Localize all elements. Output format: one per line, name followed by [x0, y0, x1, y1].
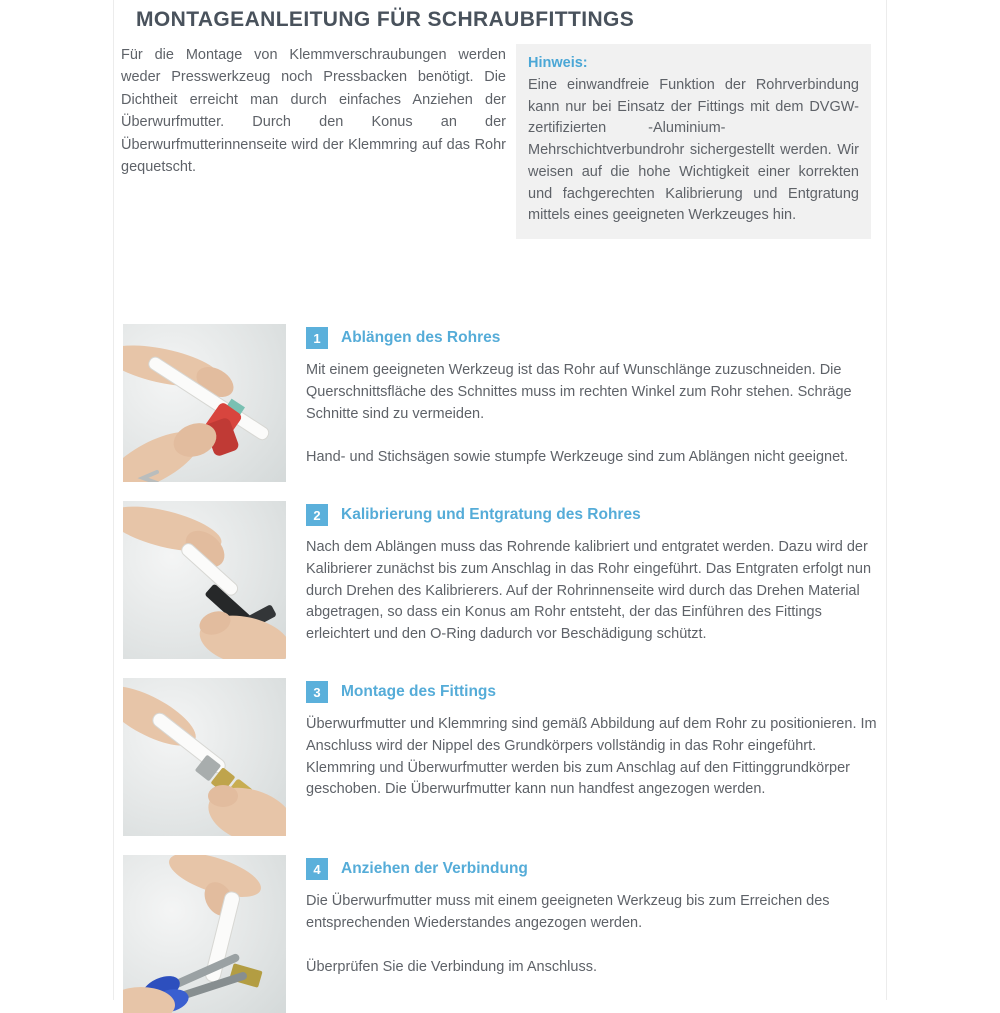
tightening-connection-illustration: [123, 855, 286, 1013]
note-text-part2: -Aluminium-Mehrschichtverbundrohr sichergestellt werden. Wir weisen auf die hohe Wichtigkeit einer korrekten und fachgerechten Kalibrierung und Entgratung mittels eines geeigneten Werkzeuges hin.: [528, 120, 859, 224]
note-text-part1: Eine einwandfreie Funktion der Rohrverbindung kann nur bei Einsatz der Fittings mit dem DVGW-zertifizierten: [528, 76, 859, 137]
step-title: Kalibrierung und Entgratung des Rohres: [341, 506, 641, 523]
step-text-4: [306, 891, 886, 978]
step-body-2: [306, 501, 886, 659]
step-header-3: [306, 681, 886, 703]
intro-section: [114, 44, 886, 239]
step-paragraph: Überwurfmutter und Klemmring sind gemäß Abbildung auf dem Rohr zu positionieren. Im Anschluss wird der Nippel des Grundkörpers vollständig in das Rohr eingeführt. Klemmring und Überwurfmutter werden bis zum Anschlag auf den Fittinggrundkörper geschoben. Die Überwurfmutter kann nun handfest angezogen werden.: [306, 716, 877, 798]
step-row-2: [114, 501, 886, 659]
step-paragraph: Nach dem Ablängen muss das Rohrende kalibriert und entgratet werden. Dazu wird der Kalibrierer zunächst bis zum Anschlag in das Rohr eingeführt. Das Entgraten erfolgt nun durch Drehen des Kalibrierers. Auf der Rohrinnenseite wird durch das Drehen Material abgetragen, so dass ein Konus am Rohr entsteht, der das Einführen des Fittings erleichtert und den O-Ring dadurch vor Beschädigung schützt.: [306, 539, 872, 642]
step-number-badge: 3: [306, 681, 328, 703]
step-title: Ablängen des Rohres: [341, 329, 501, 346]
step-paragraph: Hand- und Stichsägen sowie stumpfe Werkzeuge sind zum Ablängen nicht geeignet.: [306, 449, 849, 466]
step-row-1: [114, 324, 886, 482]
step-row-4: [114, 855, 886, 1013]
step-header-2: [306, 504, 886, 526]
step-number-badge: 2: [306, 504, 328, 526]
step-text-3: [306, 714, 886, 801]
pipe-calibrating-photo: [123, 501, 286, 659]
step-row-3: [114, 678, 886, 836]
step-paragraph: Mit einem geeigneten Werkzeug ist das Rohr auf Wunschlänge zuzuschneiden. Die Querschnittsfläche des Schnittes muss im rechten Winkel zum Rohr stehen. Schräge Schnitte sind zu vermeiden.: [306, 362, 852, 422]
document-page: [113, 0, 887, 1000]
intro-paragraph: Für die Montage von Klemmverschraubungen werden weder Presswerkzeug noch Pressbacken benötigt. Die Dichtheit erreicht man durch einfaches Anziehen der Überwurfmutter. Durch den Konus an der Überwurfmutterinnenseite wird der Klemmring auf das Rohr gequetscht.: [121, 47, 506, 176]
step-number-badge: 1: [306, 327, 328, 349]
step-paragraph: Die Überwurfmutter muss mit einem geeigneten Werkzeug bis zum Erreichen des entsprechenden Wiederstandes angezogen werden.: [306, 893, 830, 931]
fitting-assembly-illustration: [123, 678, 286, 836]
page-title: MONTAGEANLEITUNG FÜR SCHRAUBFITTINGS: [136, 8, 635, 31]
note-box: [516, 44, 871, 239]
thumb: [208, 785, 238, 807]
step-body-3: [306, 678, 886, 836]
step-body-1: [306, 324, 886, 482]
step-header-1: [306, 327, 886, 349]
tightening-connection-photo: [123, 855, 286, 1013]
note-label: Hinweis:: [528, 55, 588, 71]
pipe-cutting-photo: [123, 324, 286, 482]
steps-list: [114, 324, 886, 1013]
pipe-calibrating-illustration: [123, 501, 286, 659]
step-title: Montage des Fittings: [341, 683, 496, 700]
step-number-badge: 4: [306, 858, 328, 880]
step-text-1: [306, 360, 886, 469]
step-text-2: [306, 537, 886, 646]
pipe-cutting-illustration: [123, 324, 286, 482]
step-paragraph: Überprüfen Sie die Verbindung im Anschluss.: [306, 958, 597, 975]
fitting-assembly-photo: [123, 678, 286, 836]
step-title: Anziehen der Verbindung: [341, 860, 528, 877]
step-body-4: [306, 855, 886, 1013]
step-header-4: [306, 858, 886, 880]
